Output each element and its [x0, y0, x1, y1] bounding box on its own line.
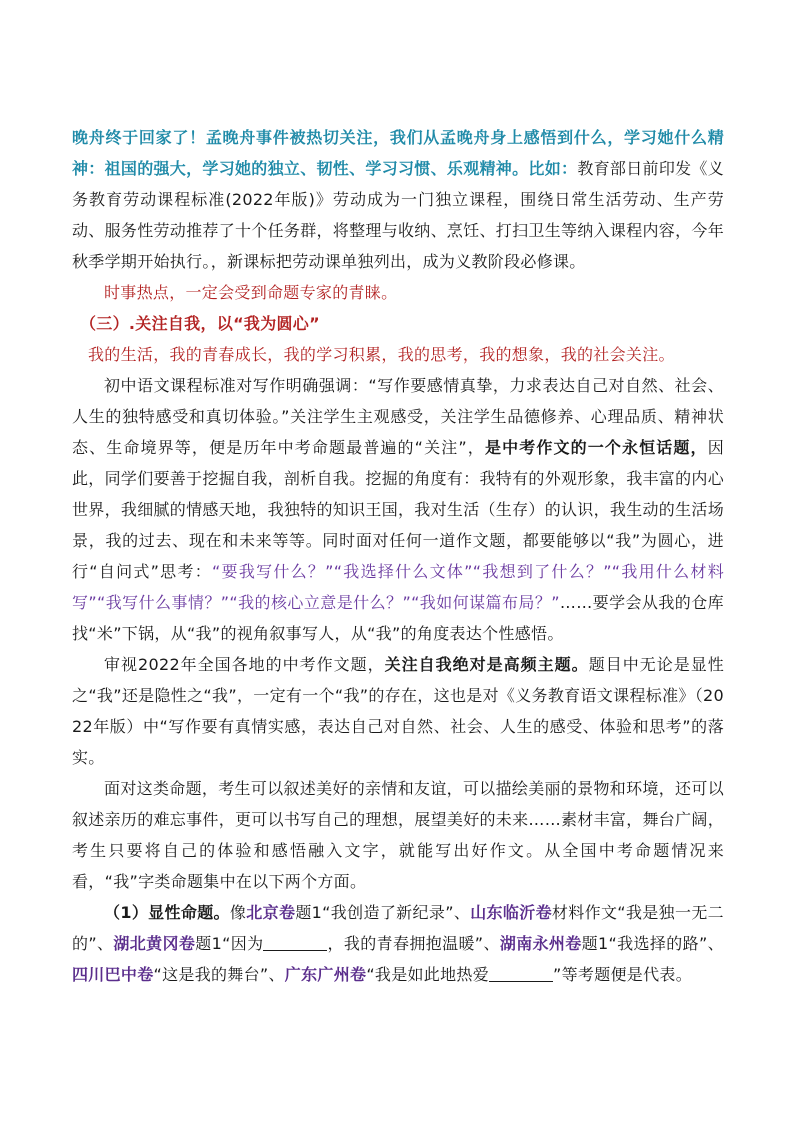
exam-hunan-yongzhou: 湖南永州卷 [499, 934, 582, 953]
text-fragment: 题1“我选择的路”、 [581, 934, 724, 953]
exam-guangdong-guangzhou: 广东广州卷 [284, 965, 367, 984]
text-review-detail: 题目中无论是显性之“我”还是隐性之“我”，一定有一个“我”的存在，这也是对《义务教育语文课程标准》（2022年版）中“写作要有真情实感，表达自己对自然、社会、人生的感受、体验和思考”的落实。 [72, 655, 725, 767]
paragraph-review-2022 [72, 649, 724, 773]
text-fragment: ”等考题便是代表。 [553, 965, 693, 984]
emphasis-eternal-topic: 是中考作文的一个永恒话题， [484, 438, 708, 457]
paragraph-my-life: 我的生活，我的青春成长，我的学习积累，我的思考，我的想象，我的社会关注。 [88, 345, 675, 364]
text-fragment: “我是如此地热爱 [366, 965, 490, 984]
exam-hubei-huanggang: 湖北黄冈卷 [113, 934, 196, 953]
text-fragment: 题1“我创造了新纪录”、 [295, 903, 471, 922]
paragraph-explicit-topics [72, 897, 724, 990]
highlight-meng-wanzhou: 晚舟终于回家了！孟晚舟事件被热切关注，我们从孟晚舟身上感悟到什么，学习她什么精神：祖国的强大，学习她的独立、韧性、学习习惯、乐观精神。比如： [72, 128, 724, 178]
text-review-intro: 审视2022年全国各地的中考作文题， [104, 655, 385, 674]
exam-beijing: 北京卷 [246, 903, 296, 922]
fill-blank [263, 934, 327, 951]
text-fragment: “这是我的舞台”、 [153, 965, 285, 984]
label-explicit-topic: （1）显性命题。 [104, 903, 230, 922]
exam-sichuan-bazhong: 四川巴中卷 [72, 965, 154, 984]
document-content [72, 122, 724, 990]
paragraph-current-events: 时事热点，一定会受到命题专家的青睐。 [104, 283, 398, 302]
text-fragment: 像 [229, 903, 247, 922]
emphasis-high-frequency: 关注自我绝对是高频主题。 [384, 655, 589, 674]
paragraph-curriculum-standard [72, 370, 724, 649]
text-dig-self: 因此，同学们要善于挖掘自我，剖析自我。挖掘的角度有：我特有的外观形象，我丰富的内心世界，我细腻的情感天地，我独特的知识王国，我对生活（生存）的认识，我生动的生活场景，我的过去、现在和未来等等。同时面对任何一道作文题，都要能够以“我”为圆心，进行“自问式”思考： [72, 438, 725, 581]
text-perspective: ……要学会从我的仓库找“米”下锅，从“我”的视角叙事写人，从“我”的角度表达个性感悟。 [72, 593, 724, 643]
text-fragment: ，我的青春拥抱温暖”、 [327, 934, 500, 953]
text-standard-intro: 初中语文课程标准对写作明确强调：“写作要感情真挚，力求表达自己对自然、社会、人生的独特感受和真切体验。”关注学生主观感受，关注学生品德修养、心理品质、精神状态、生命境界等，便是历年中考命题最普遍的“关注”， [72, 376, 724, 457]
text-fragment: 材料作文“我是独一无二的”、 [72, 903, 724, 953]
exam-shandong-linyi: 山东临沂卷 [470, 903, 552, 922]
text-fragment: 题1“因为 [195, 934, 264, 953]
text-labor-curriculum: 教育部日前印发《义务教育劳动课程标准(2022年版)》劳动成为一门独立课程，围绕日常生活劳动、生产劳动、服务性劳动推荐了十个任务群，将整理与收纳、烹饪、打扫卫生等纳入课程内容，今年秋季学期开始执行。，新课标把劳动课单独列出，成为义教阶段必修课。 [72, 159, 725, 271]
text-self-questions: “要我写什么？”“我选择什么文体”“我想到了什么？”“我用什么材料写”“我写什么事情？”“我的核心立意是什么？”“我如何谋篇布局？” [72, 562, 724, 612]
paragraph-facing-topics: 面对这类命题，考生可以叙述美好的亲情和友谊，可以描绘美丽的景物和环境，还可以叙述亲历的难忘事件，更可以书写自己的理想，展望美好的未来……素材丰富，舞台广阔，考生只要将自己的体验和感悟融入文字，就能写出好作文。从全国中考命题情况来看，“我”字类命题集中在以下两个方面。 [72, 779, 725, 891]
fill-blank [489, 965, 553, 982]
section-heading-focus-self: （三）.关注自我，以“我为圆心” [80, 314, 320, 333]
paragraph-meng-wanzhou [72, 122, 724, 277]
